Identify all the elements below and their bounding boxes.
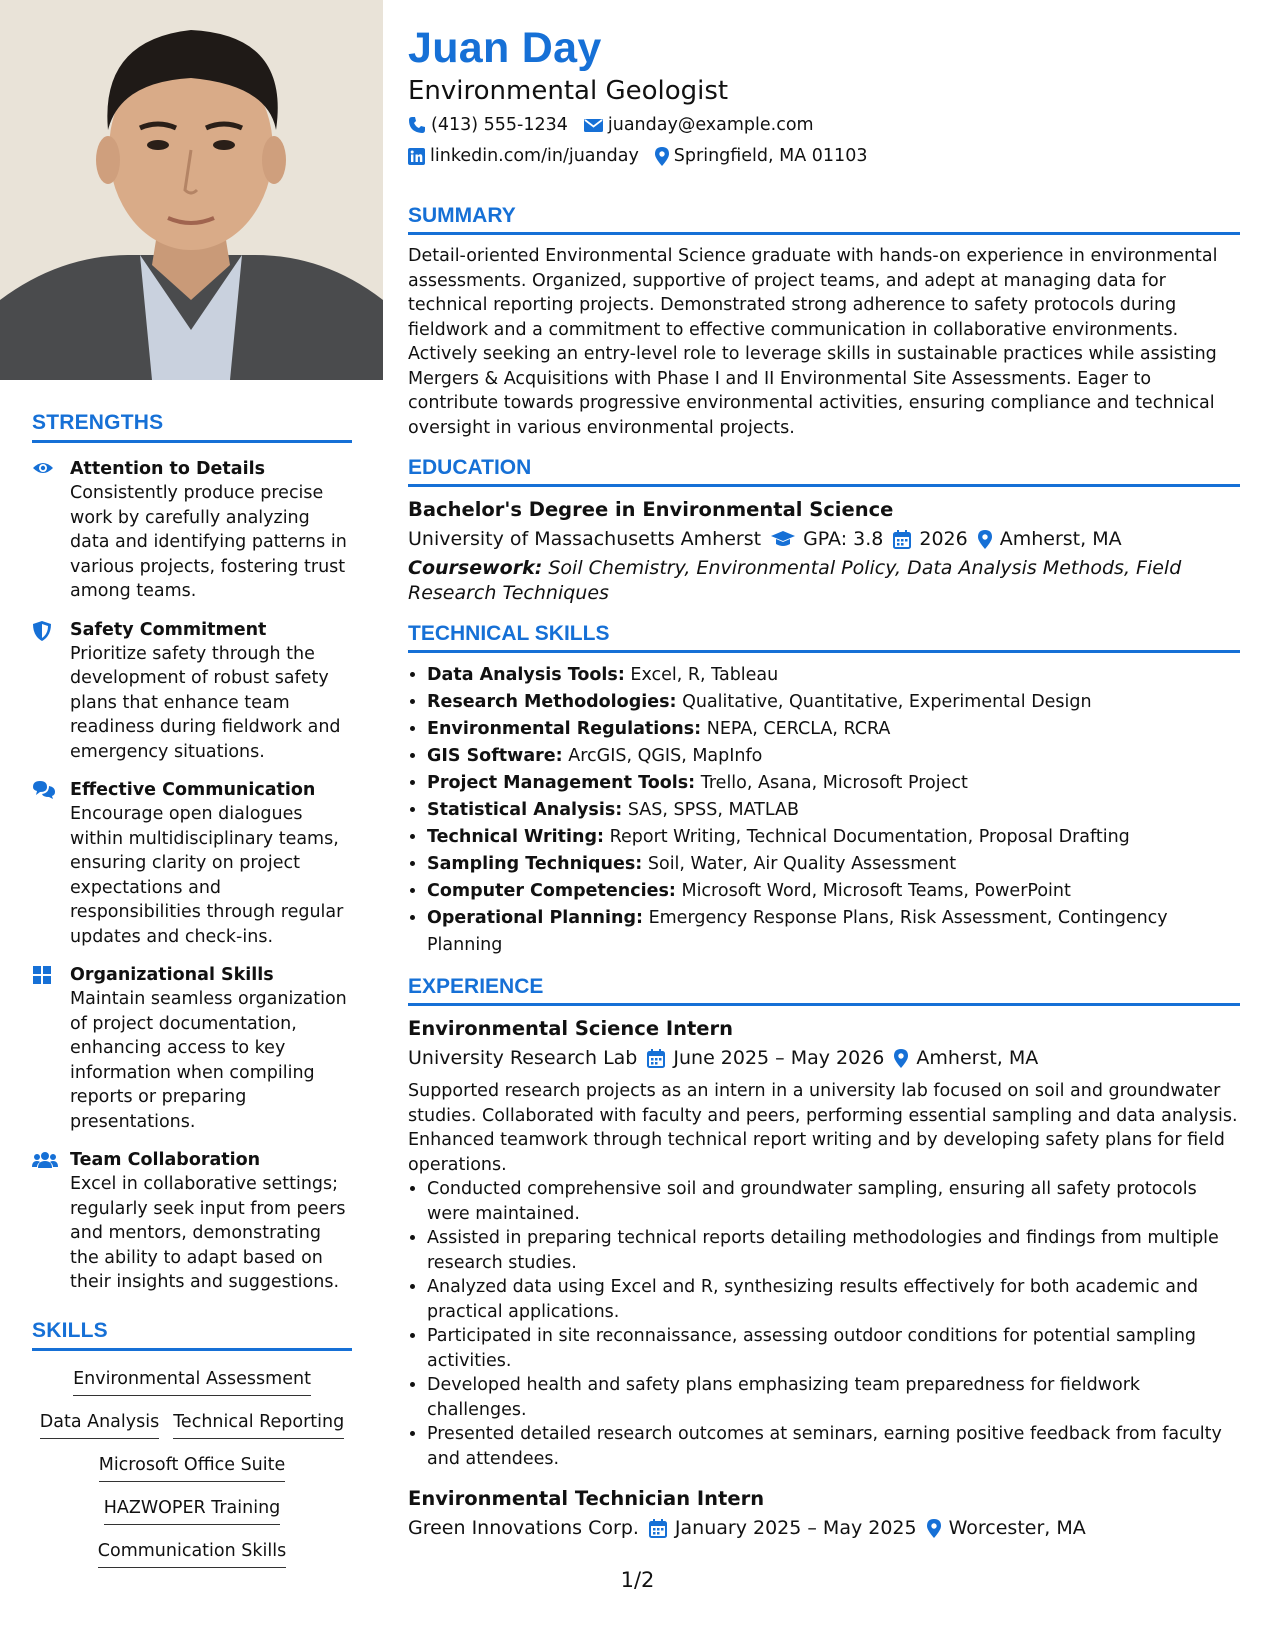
list-item (427, 824, 1240, 851)
degree-title: Bachelor's Degree in Environmental Science (408, 498, 894, 521)
skill-category: Environmental Regulations: (427, 719, 702, 739)
technical-skills-section (408, 622, 1240, 959)
calendar-icon (647, 1049, 665, 1068)
skill-category: Technical Writing: (427, 827, 605, 847)
job-meta (408, 1513, 1240, 1543)
strength-item (32, 1148, 352, 1295)
comments-icon (32, 778, 70, 949)
job-dates: June 2025 – May 2026 (673, 1047, 885, 1069)
job-description: Supported research projects as an intern in a university lab focused on soil and groundwater studies. Collaborated with faculty and peers, performing essential sampling and data analysis. Enhanced teamwork through technical report writing and by developing safety plans for field operations. (408, 1081, 1238, 1175)
calendar-icon (649, 1519, 667, 1538)
job-bullets (408, 1177, 1240, 1471)
job-meta (408, 1043, 1240, 1073)
skill-category: Project Management Tools: (427, 773, 696, 793)
strength-description: Consistently produce precise work by carefully analyzing data and identifying patterns in various projects, fostering trust among teams. (70, 483, 347, 601)
candidate-name: Juan Day (408, 24, 602, 72)
skill-values: Emergency Response Plans, Risk Assessment, Contingency Planning (427, 908, 1168, 955)
email-contact[interactable] (584, 111, 814, 139)
strength-title: Effective Communication (70, 780, 316, 800)
experience-entry (408, 1015, 1240, 1471)
linkedin-url[interactable]: linkedin.com/in/juanday (430, 146, 639, 166)
phone-contact (408, 111, 568, 139)
experience-section (408, 975, 1240, 1543)
list-item: • Participated in site reconnaissance, assessing outdoor conditions for potential sampling activities. (427, 1324, 1240, 1373)
job-title: Environmental Geologist (408, 76, 729, 106)
portrait-image (0, 0, 383, 380)
strength-item (32, 963, 352, 1134)
contact-row (408, 142, 1240, 170)
map-pin-icon (927, 1519, 941, 1538)
strength-description: Encourage open dialogues within multidisciplinary teams, ensuring clarity on project expectations and responsibilities through regular updates and check-ins. (70, 804, 344, 947)
company-name: University Research Lab (408, 1047, 638, 1069)
job-location: Amherst, MA (916, 1047, 1039, 1069)
skill-values: Qualitative, Quantitative, Experimental Design (682, 692, 1092, 712)
list-item (427, 851, 1240, 878)
job-entry-title: Environmental Science Intern (408, 1017, 734, 1040)
email-address[interactable]: juanday@example.com (607, 115, 814, 135)
strength-item (32, 618, 352, 765)
strength-title: Safety Commitment (70, 619, 267, 640)
list-item: • Presented detailed research outcomes at seminars, earning positive feedback from faculty and attendees. (427, 1422, 1240, 1471)
page-number: 1/2 (620, 1568, 655, 1592)
skill-category: Sampling Techniques: (427, 854, 643, 874)
strength-title: Attention to Details (70, 459, 266, 479)
company-name: Green Innovations Corp. (408, 1517, 639, 1539)
skill-tag: HAZWOPER Training (104, 1496, 281, 1525)
job-entry-title: Environmental Technician Intern (408, 1487, 765, 1510)
linkedin-contact[interactable] (408, 142, 639, 170)
graduation-cap-icon (771, 530, 795, 548)
school-name: University of Massachusetts Amherst (408, 528, 762, 550)
list-item (427, 905, 1240, 959)
skill-tag: Communication Skills (98, 1539, 286, 1568)
strength-title: Team Collaboration (70, 1150, 261, 1170)
skills-list (32, 1359, 352, 1568)
left-column (32, 411, 352, 1582)
coursework (408, 556, 1240, 606)
summary-heading: SUMMARY (408, 204, 1240, 235)
list-item (427, 716, 1240, 743)
list-item: • Developed health and safety plans emphasizing team preparedness for fieldwork challenges. (427, 1373, 1240, 1422)
education-meta (408, 524, 1240, 554)
list-item: • Assisted in preparing technical reports detailing methodologies and findings from multiple research studies. (427, 1226, 1240, 1275)
list-item (427, 689, 1240, 716)
skill-category: Operational Planning: (427, 908, 643, 928)
skill-values: Report Writing, Technical Documentation, Proposal Drafting (609, 827, 1130, 847)
strength-description: Excel in collaborative settings; regularly seek input from peers and mentors, demonstrating the ability to adapt based on their insights and suggestions. (70, 1174, 346, 1292)
strengths-heading: STRENGTHS (32, 411, 352, 443)
summary-text: Detail-oriented Environmental Science graduate with hands-on experience in environmental assessments. Organized, supportive of project teams, and adept at managing data for technical reporting projects. Demonstrated strong adherence to safety protocols during fieldwork and a commitment to effective communication in collaborative environments. Actively seeking an entry-level role to leverage skills in sustainable practices while assisting Mergers & Acquisitions with Phase I and II Environmental Site Assessments. Eager to contribute towards progressive environmental activities, ensuring compliance and technical oversight in various environmental projects. (408, 246, 1218, 438)
users-icon (32, 1148, 70, 1295)
profile-photo (0, 0, 383, 380)
skill-category: Research Methodologies: (427, 692, 677, 712)
skill-tag: Environmental Assessment (73, 1367, 311, 1396)
skill-values: NEPA, CERCLA, RCRA (706, 719, 891, 739)
skill-category: Data Analysis Tools: (427, 665, 625, 685)
experience-entry (408, 1485, 1240, 1543)
coursework-list: Soil Chemistry, Environmental Policy, Data Analysis Methods, Field Research Techniques (408, 557, 1182, 604)
skill-category: GIS Software: (427, 746, 563, 766)
shield-icon (32, 618, 70, 765)
technical-skills-heading: TECHNICAL SKILLS (408, 622, 1240, 653)
skill-values: Trello, Asana, Microsoft Project (700, 773, 968, 793)
linkedin-icon (408, 148, 425, 165)
list-item (427, 797, 1240, 824)
skills-heading: SKILLS (32, 1319, 352, 1351)
skill-values: Soil, Water, Air Quality Assessment (647, 854, 957, 874)
map-pin-icon (894, 1049, 908, 1068)
strength-description: Prioritize safety through the development of robust safety plans that enhance team readiness during fieldwork and emergency situations. (70, 643, 341, 762)
experience-heading: EXPERIENCE (408, 975, 1240, 1006)
list-item (427, 743, 1240, 770)
list-item: • Analyzed data using Excel and R, synthesizing results effectively for both academic and practical applications. (427, 1275, 1240, 1324)
coursework-label: Coursework: (408, 557, 543, 579)
location-contact (655, 142, 868, 170)
windows-grid-icon (32, 963, 70, 1134)
strength-description: Maintain seamless organization of project documentation, enhancing access to key information when compiling reports or preparing presentations. (70, 989, 347, 1132)
strength-item (32, 778, 352, 949)
skill-values: Excel, R, Tableau (630, 665, 779, 685)
list-item (427, 770, 1240, 797)
list-item: • Conducted comprehensive soil and groundwater sampling, ensuring all safety protocols were maintained. (427, 1177, 1240, 1226)
eye-icon (32, 457, 70, 604)
phone-number: (413) 555-1234 (431, 115, 568, 135)
gpa: GPA: 3.8 (803, 528, 884, 550)
education-section (408, 456, 1240, 606)
phone-icon (408, 116, 426, 134)
location-text: Springfield, MA 01103 (673, 146, 868, 166)
skill-values: Microsoft Word, Microsoft Teams, PowerPoint (681, 881, 1071, 901)
job-dates: January 2025 – May 2025 (674, 1517, 917, 1539)
skill-category: Statistical Analysis: (427, 800, 623, 820)
list-item (427, 878, 1240, 905)
strength-title: Organizational Skills (70, 965, 274, 985)
skill-values: ArcGIS, QGIS, MapInfo (568, 746, 763, 766)
skill-tag: Microsoft Office Suite (99, 1453, 286, 1482)
strength-item (32, 457, 352, 604)
right-column (408, 22, 1240, 1543)
skill-category: Computer Competencies: (427, 881, 676, 901)
education-heading: EDUCATION (408, 456, 1240, 487)
contact-row (408, 111, 1240, 139)
list-item (427, 662, 1240, 689)
technical-skills-list (408, 662, 1240, 959)
school-location: Amherst, MA (999, 528, 1122, 550)
skill-tag: Technical Reporting (173, 1410, 344, 1439)
skill-tag: Data Analysis (40, 1410, 159, 1439)
skill-values: SAS, SPSS, MATLAB (627, 800, 799, 820)
map-pin-icon (655, 147, 669, 166)
calendar-icon (893, 530, 911, 549)
job-location: Worcester, MA (948, 1517, 1086, 1539)
map-pin-icon (978, 530, 992, 549)
graduation-year: 2026 (919, 528, 968, 550)
envelope-icon (584, 118, 603, 133)
